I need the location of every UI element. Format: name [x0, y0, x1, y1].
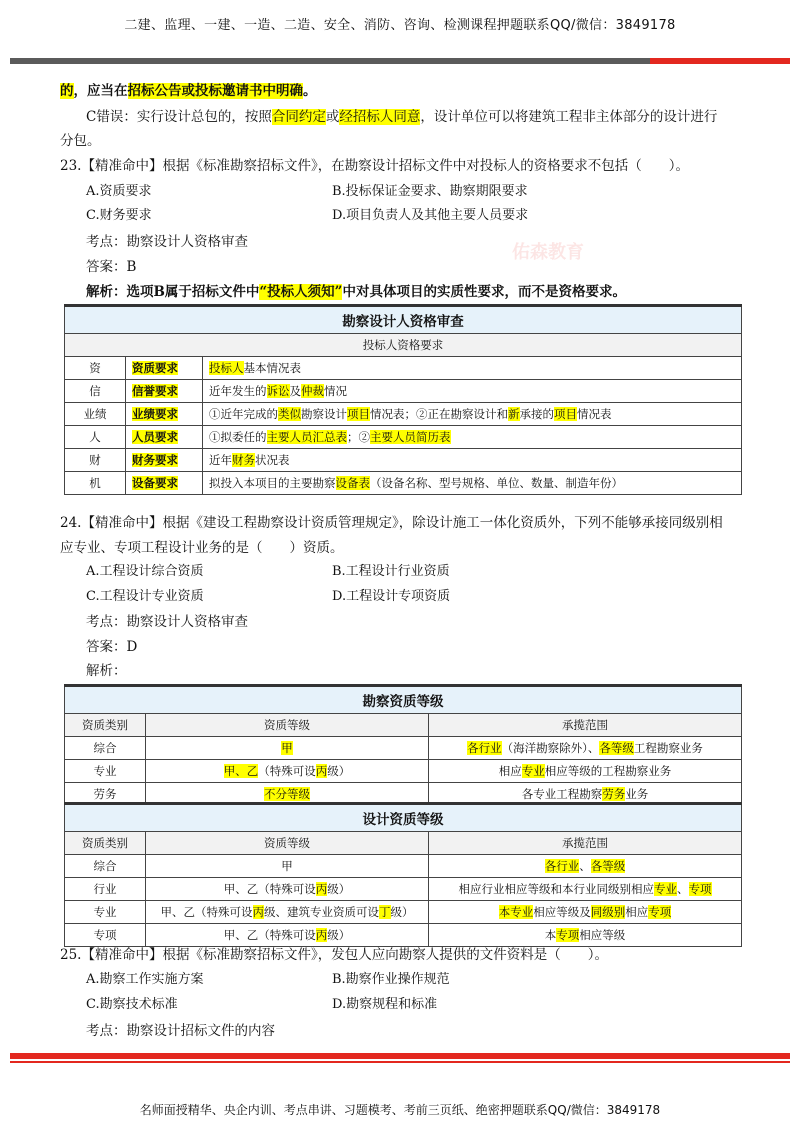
q23-option-d: D.项目负责人及其他主要人员要求 — [332, 208, 529, 223]
table-row: 人 人员要求 ①拟委任的主要人员汇总表；②主要人员简历表 — [65, 426, 742, 449]
q23-option-c: C.财务要求 — [86, 208, 152, 223]
table-row: 专业 甲、乙（特殊可设丙级、建筑专业资质可设丁级） 本专业相应等级及同级别相应专项 — [65, 901, 742, 924]
watermark-logo: 佑森教育 — [512, 242, 584, 263]
table-row: 劳务 不分等级 各专业工程勘察劳务业务 — [65, 783, 742, 806]
q24-answer: 答案：D — [86, 639, 138, 655]
q24-option-d: D.工程设计专项资质 — [332, 589, 451, 604]
table-row: 行业 甲、乙（特殊可设丙级） 相应行业相应等级和本行业同级别相应专业、专项 — [65, 878, 742, 901]
q24-jiexi: 解析： — [86, 663, 127, 679]
q25-option-d: D.勘察规程和标准 — [332, 997, 438, 1012]
header-bar — [10, 58, 790, 64]
table-row: 业绩 业绩要求 ①近年完成的类似勘察设计项目情况表；②正在勘察设计和新承接的项目情况表 — [65, 403, 742, 426]
q24-option-b: B.工程设计行业资质 — [332, 564, 450, 579]
intro-line-2: C错误：实行设计总包的，按照合同约定或经招标人同意，设计单位可以将建筑工程非主体部分的设计进行 — [86, 109, 718, 125]
q24-option-a: A.工程设计综合资质 — [86, 564, 204, 579]
q25-kaodian: 考点：勘察设计招标文件的内容 — [86, 1023, 275, 1039]
q24-option-c: C.工程设计专业资质 — [86, 589, 204, 604]
table-row: 综合 甲 各行业、各等级 — [65, 855, 742, 878]
q23-option-b: B.投标保证金要求、勘察期限要求 — [332, 184, 528, 199]
table-row: 综合 甲 各行业（海洋勘察除外）、各等级工程勘察业务 — [65, 737, 742, 760]
q23-option-a: A.资质要求 — [86, 184, 152, 199]
table-design-qualification: 设计资质等级 资质类别 资质等级 承揽范围 综合 甲 各行业、各等级 行业 甲、乙（特殊可设丙级） 相应行业相应等级和本行业同级别相应专业、专项 专业 甲、乙（特殊可设丙级、建筑专业资质可设丁级） 本专业相应等级及同级别相应专项 专项 甲、乙（特殊可设丙级） 本专项相应等级 — [64, 802, 742, 947]
q24-kaodian: 考点：勘察设计人资格审查 — [86, 614, 248, 630]
table-title: 设计资质等级 — [65, 804, 742, 832]
table-qualification-review — [64, 304, 742, 495]
q23-kaodian: 考点：勘察设计人资格审查 — [86, 234, 248, 250]
table-row: 信 信誉要求 近年发生的诉讼及仲裁情况 — [65, 380, 742, 403]
table-row: 专项 甲、乙（特殊可设丙级） 本专项相应等级 — [65, 924, 742, 947]
table-row: 机 设备要求 拟投入本项目的主要勘察设备表（设备名称、型号规格、单位、数量、制造年份） — [65, 472, 742, 495]
q25-option-a: A.勘察工作实施方案 — [86, 972, 204, 987]
footer-bar — [10, 1053, 790, 1059]
q23-jiexi: 解析：选项B属于招标文件中“投标人须知”中对具体项目的实质性要求，而不是资格要求。 — [86, 284, 626, 300]
question-25-stem: 25.【精准命中】根据《标准勘察招标文件》，发包人应向勘察人提供的文件资料是（ ）。 — [60, 947, 608, 963]
table-survey-qualification: 勘察资质等级 资质类别 资质等级 承揽范围 综合 甲 各行业（海洋勘察除外）、各等级工程勘察业务 专业 甲、乙（特殊可设丙级） 相应专业相应等级的工程勘察业务 劳务 不分等级 各专业工程勘察劳务业务 — [64, 684, 742, 806]
intro-line-1: 的，应当在招标公告或投标邀请书中明确。 — [60, 83, 317, 99]
table-row: 资 资质要求 投标人基本情况表 — [65, 357, 742, 380]
q25-option-b: B.勘察作业操作规范 — [332, 972, 450, 987]
table-title: 勘察设计人资格审查 — [65, 306, 742, 334]
intro-line-3: 分包。 — [60, 133, 101, 149]
question-24-stem-2: 应专业、专项工程设计业务的是（ ）资质。 — [60, 540, 344, 556]
table-row: 财 财务要求 近年财务状况表 — [65, 449, 742, 472]
page-header: 二建、监理、一建、一造、二造、安全、消防、咨询、检测课程押题联系QQ/微信：3849178 — [124, 18, 676, 33]
question-23-stem: 23.【精准命中】根据《标准勘察招标文件》，在勘察设计招标文件中对投标人的资格要求不包括（ ）。 — [60, 158, 689, 174]
q23-answer: 答案：B — [86, 259, 137, 275]
table-row: 专业 甲、乙（特殊可设丙级） 相应专业相应等级的工程勘察业务 — [65, 760, 742, 783]
table-subtitle: 投标人资格要求 — [65, 334, 742, 357]
page-footer: 名师面授精华、央企内训、考点串讲、习题模考、考前三页纸、绝密押题联系QQ/微信：3849178 — [139, 1103, 661, 1117]
question-24-stem-1: 24.【精准命中】根据《建设工程勘察设计资质管理规定》，除设计施工一体化资质外，下列不能够承接同级别相 — [60, 515, 723, 531]
q25-option-c: C.勘察技术标准 — [86, 997, 178, 1012]
table-title: 勘察资质等级 — [65, 686, 742, 714]
